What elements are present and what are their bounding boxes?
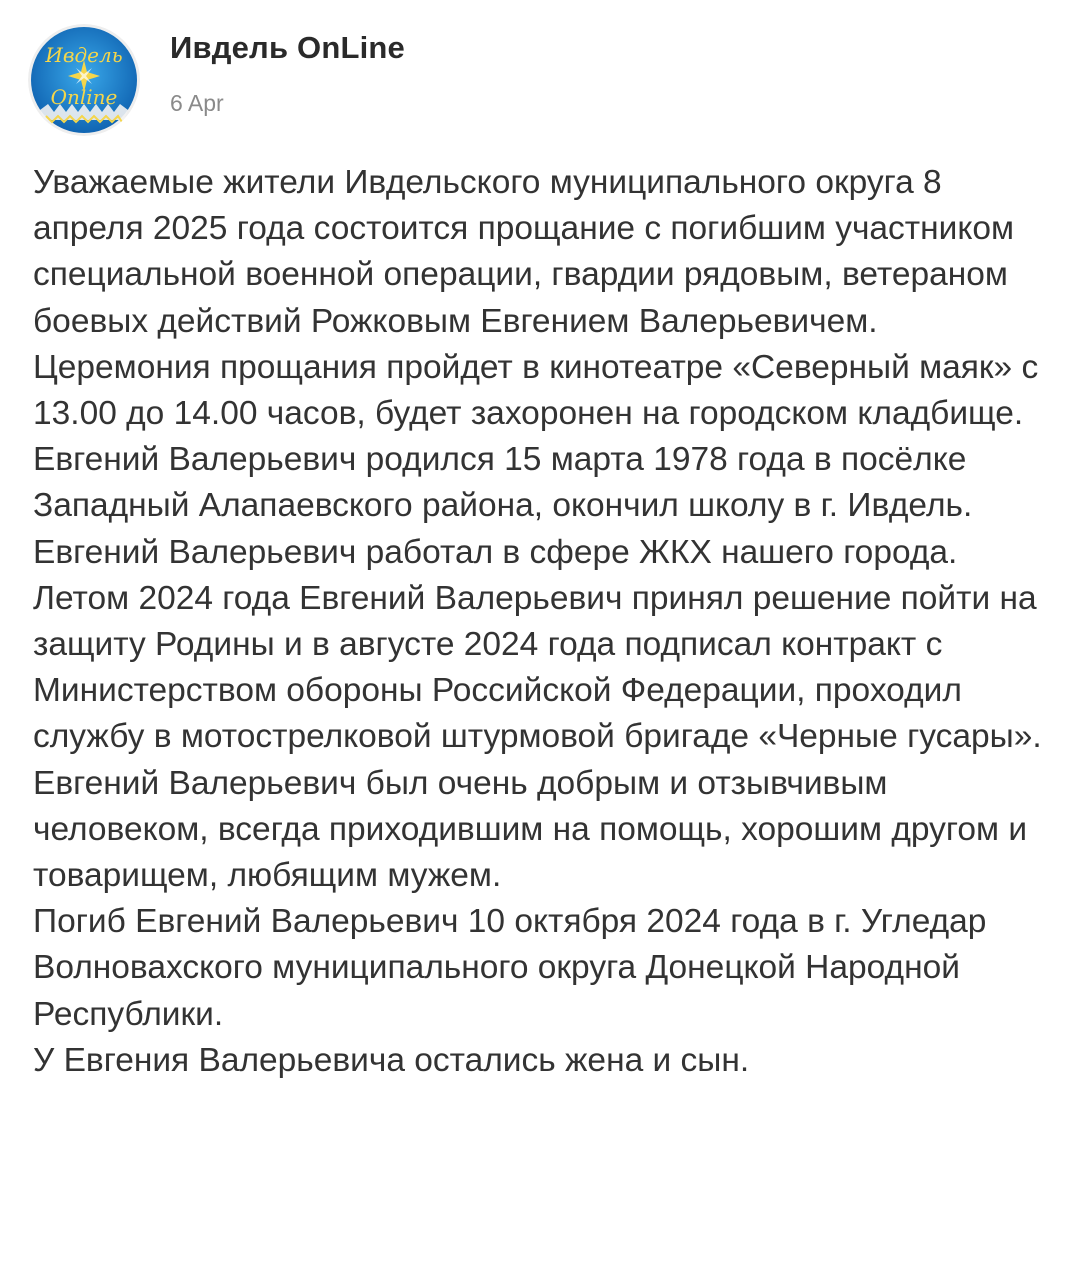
svg-text:Ивдель: Ивдель — [45, 43, 123, 67]
post-paragraph: Евгений Валерьевич родился 15 марта 1978 года в посёлке Западный Алапаевского района, окончил школу в г. Ивдель. Евгений Валерьевич работал в сфере ЖКХ нашего города. — [33, 441, 973, 571]
svg-text:Online: Online — [50, 85, 118, 109]
post-text — [33, 160, 1048, 1084]
post-header — [28, 24, 1028, 134]
avatar[interactable] — [28, 24, 140, 136]
post-paragraph: Погиб Евгений Валерьевич 10 октября 2024 года в г. Угледар Волновахского муниципального округа Донецкой Народной Республики. — [33, 903, 987, 1033]
post-date[interactable]: 6 Apr — [170, 90, 224, 116]
post-paragraph: Уважаемые жители Ивдельского муниципального округа 8 апреля 2025 года состоится прощание с погибшим участником специальной военной операции, гвардии рядовым, ветераном боевых действий Рожковым Евгением Валерьевичем. Церемония прощания пройдет в кинотеатре «Северный маяк» с 13.00 до 14.00 часов, будет захоронен на городском кладбище. — [33, 164, 1039, 433]
post-paragraph: Летом 2024 года Евгений Валерьевич принял решение пойти на защиту Родины и в августе 2024 года подписал контракт с Министерством обороны Российской Федерации, проходил службу в мотострелковой штурмовой бригаде «Черные гусары». — [33, 579, 1042, 756]
author-name[interactable]: Ивдель OnLine — [170, 30, 405, 65]
group-logo-icon — [28, 24, 140, 136]
post-paragraph: У Евгения Валерьевича остались жена и сын. — [33, 1041, 750, 1079]
post-paragraph: Евгений Валерьевич был очень добрым и отзывчивым человеком, всегда приходившим на помощь, хорошим другом и товарищем, любящим мужем. — [33, 764, 1028, 895]
